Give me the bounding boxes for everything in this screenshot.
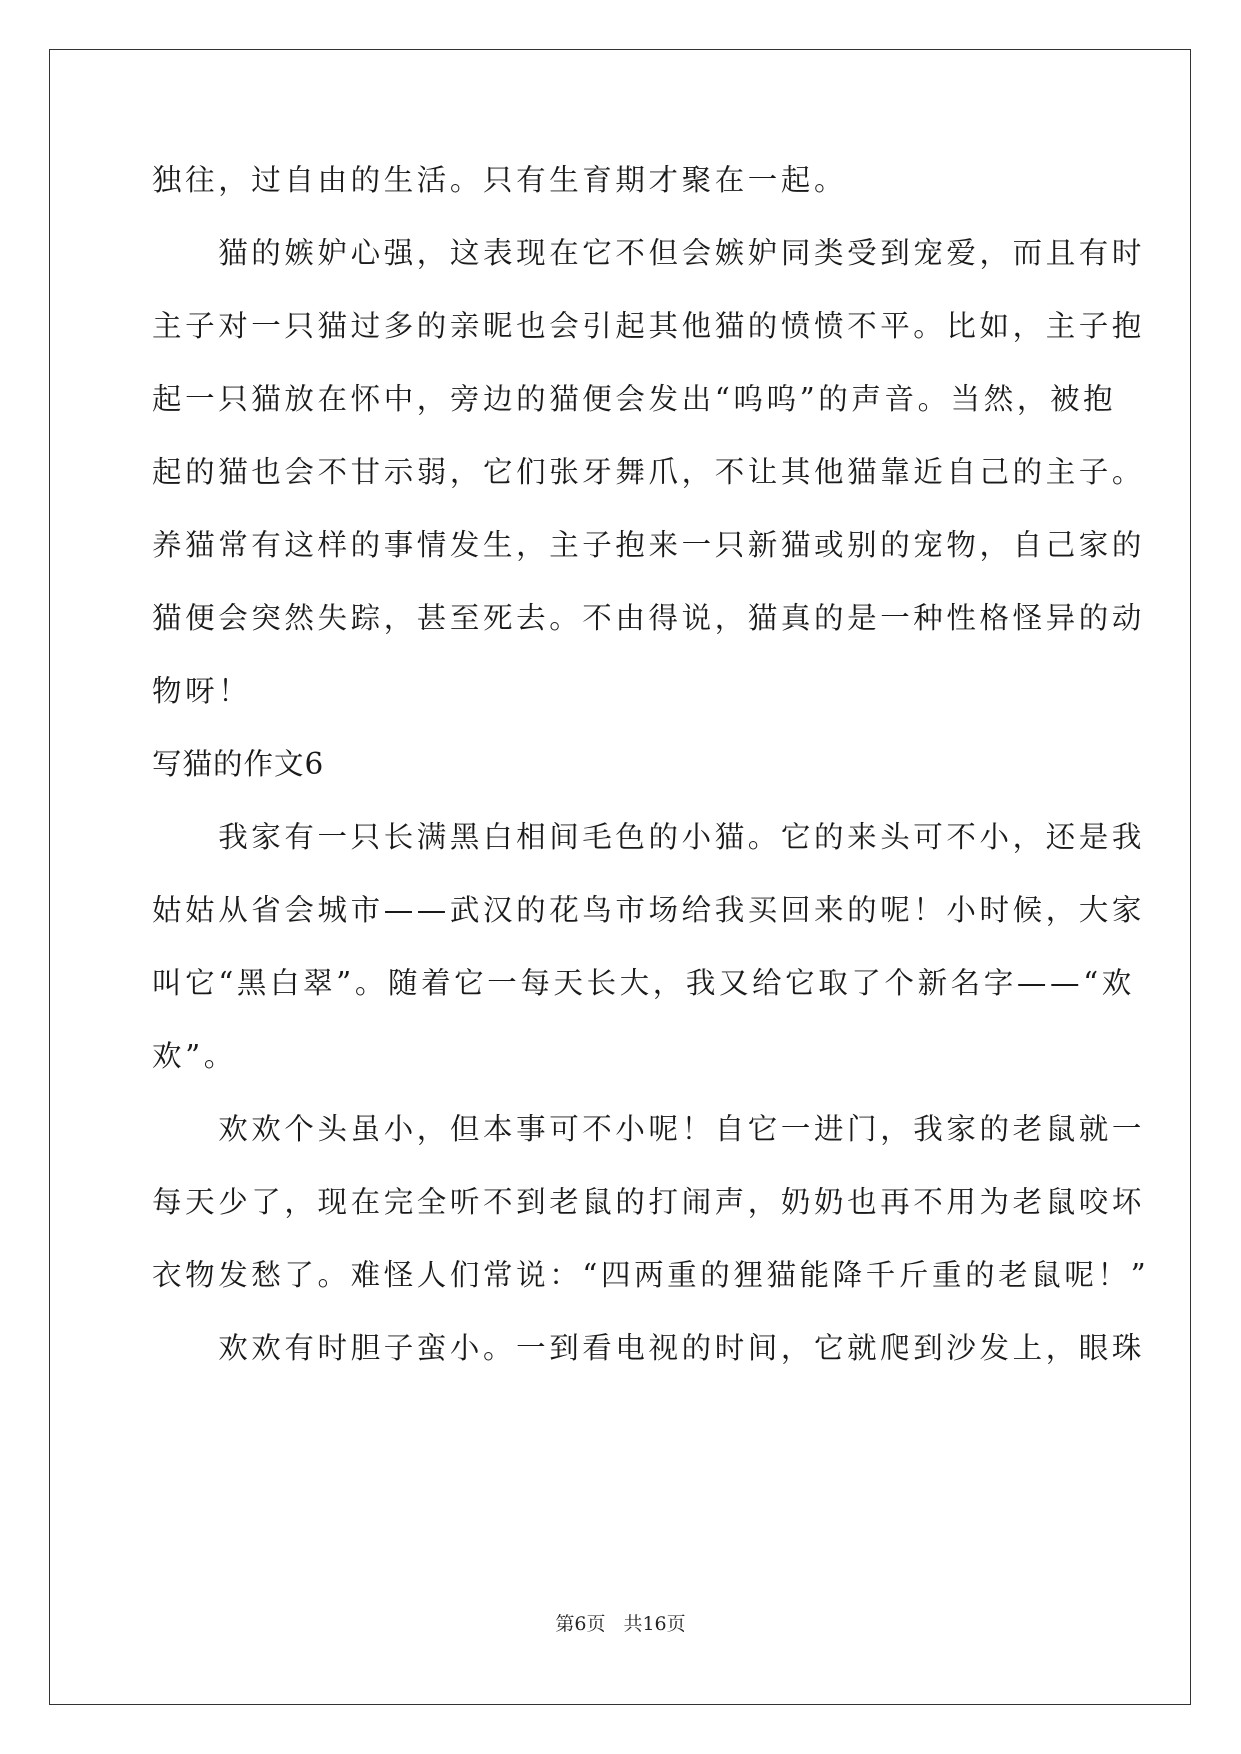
text-line: 起一只猫放在怀中，旁边的猫便会发出“呜呜”的声音。当然，被抱 xyxy=(152,382,1117,416)
page-border xyxy=(49,49,1191,1705)
text-line: 欢欢个头虽小，但本事可不小呢！自它一进门，我家的老鼠就一 xyxy=(152,1112,1146,1146)
text-line: 姑姑从省会城市——武汉的花鸟市场给我买回来的呢！小时候，大家 xyxy=(152,893,1146,927)
text-line: 衣物发愁了。难怪人们常说：“四两重的狸猫能降千斤重的老鼠呢！” xyxy=(152,1258,1150,1292)
text-line: 叫它“黑白翠”。随着它一每天长大，我又给它取了个新名字——“欢 xyxy=(152,966,1135,1000)
text-line: 猫的嫉妒心强，这表现在它不但会嫉妒同类受到宠爱，而且有时 xyxy=(152,236,1146,270)
text-line: 欢”。 xyxy=(152,1039,237,1073)
text-line: 每天少了，现在完全听不到老鼠的打闹声，奶奶也再不用为老鼠咬坏 xyxy=(152,1185,1146,1219)
section-heading: 写猫的作文6 xyxy=(152,747,325,781)
text-line: 欢欢有时胆子蛮小。一到看电视的时间，它就爬到沙发上，眼珠 xyxy=(152,1331,1146,1365)
current-page-label: 第6页 xyxy=(555,1613,606,1635)
text-line: 猫便会突然失踪，甚至死去。不由得说，猫真的是一种性格怪异的动 xyxy=(152,601,1146,635)
text-line: 养猫常有这样的事情发生，主子抱来一只新猫或别的宠物，自己家的 xyxy=(152,528,1146,562)
text-line: 独往，过自由的生活。只有生育期才聚在一起。 xyxy=(152,163,848,197)
page-footer xyxy=(0,1612,1241,1636)
text-line: 物呀！ xyxy=(152,674,252,708)
text-line: 主子对一只猫过多的亲昵也会引起其他猫的愤愤不平。比如，主子抱 xyxy=(152,309,1146,343)
total-pages-label: 共16页 xyxy=(623,1613,686,1635)
text-line: 起的猫也会不甘示弱，它们张牙舞爪，不让其他猫靠近自己的主子。 xyxy=(152,455,1146,489)
text-line: 我家有一只长满黑白相间毛色的小猫。它的来头可不小，还是我 xyxy=(152,820,1146,854)
